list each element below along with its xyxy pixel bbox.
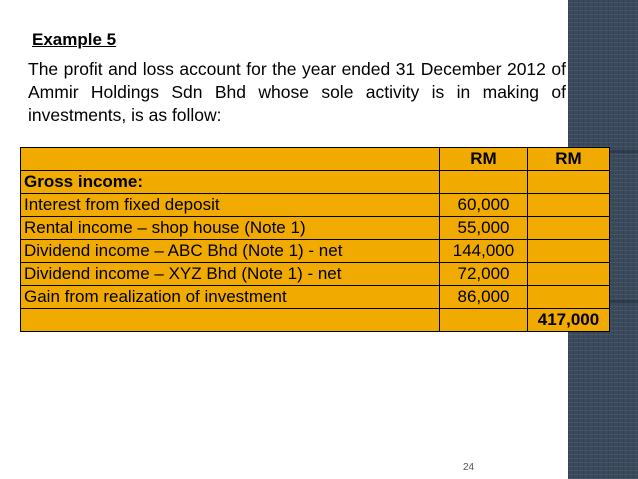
row-amount: 144,000 <box>440 240 528 263</box>
slide-title: Example 5 <box>32 30 117 49</box>
table-row <box>21 263 610 286</box>
row-amount <box>440 309 528 332</box>
row-description: Rental income – shop house (Note 1) <box>21 217 440 240</box>
row-total <box>528 171 610 194</box>
table-row <box>21 194 610 217</box>
grand-total: 417,000 <box>528 309 610 332</box>
table-row <box>21 171 610 194</box>
row-description: Dividend income – ABC Bhd (Note 1) - net <box>21 240 440 263</box>
row-total <box>528 263 610 286</box>
row-description: Gross income: <box>21 171 440 194</box>
row-total <box>528 240 610 263</box>
header-rm-col2: RM <box>528 148 610 171</box>
row-description <box>21 309 440 332</box>
profit-loss-table <box>20 147 610 332</box>
intro-paragraph: The profit and loss account for the year ended 31 December 2012 of Ammir Holdings Sdn Bhd whose sole activity is in making of investments, is as follow: <box>28 59 566 125</box>
row-amount <box>440 171 528 194</box>
row-description: Dividend income – XYZ Bhd (Note 1) - net <box>21 263 440 286</box>
header-description <box>21 148 440 171</box>
table-row <box>21 217 610 240</box>
row-amount: 86,000 <box>440 286 528 309</box>
table-row <box>21 286 610 309</box>
page-number: 24 <box>463 462 475 473</box>
row-description: Gain from realization of investment <box>21 286 440 309</box>
row-description: Interest from fixed deposit <box>21 194 440 217</box>
table-header-row <box>21 148 610 171</box>
table-total-row <box>21 309 610 332</box>
row-total <box>528 194 610 217</box>
row-total <box>528 217 610 240</box>
table-row <box>21 240 610 263</box>
header-rm-col1: RM <box>440 148 528 171</box>
row-amount: 72,000 <box>440 263 528 286</box>
row-total <box>528 286 610 309</box>
row-amount: 55,000 <box>440 217 528 240</box>
row-amount: 60,000 <box>440 194 528 217</box>
